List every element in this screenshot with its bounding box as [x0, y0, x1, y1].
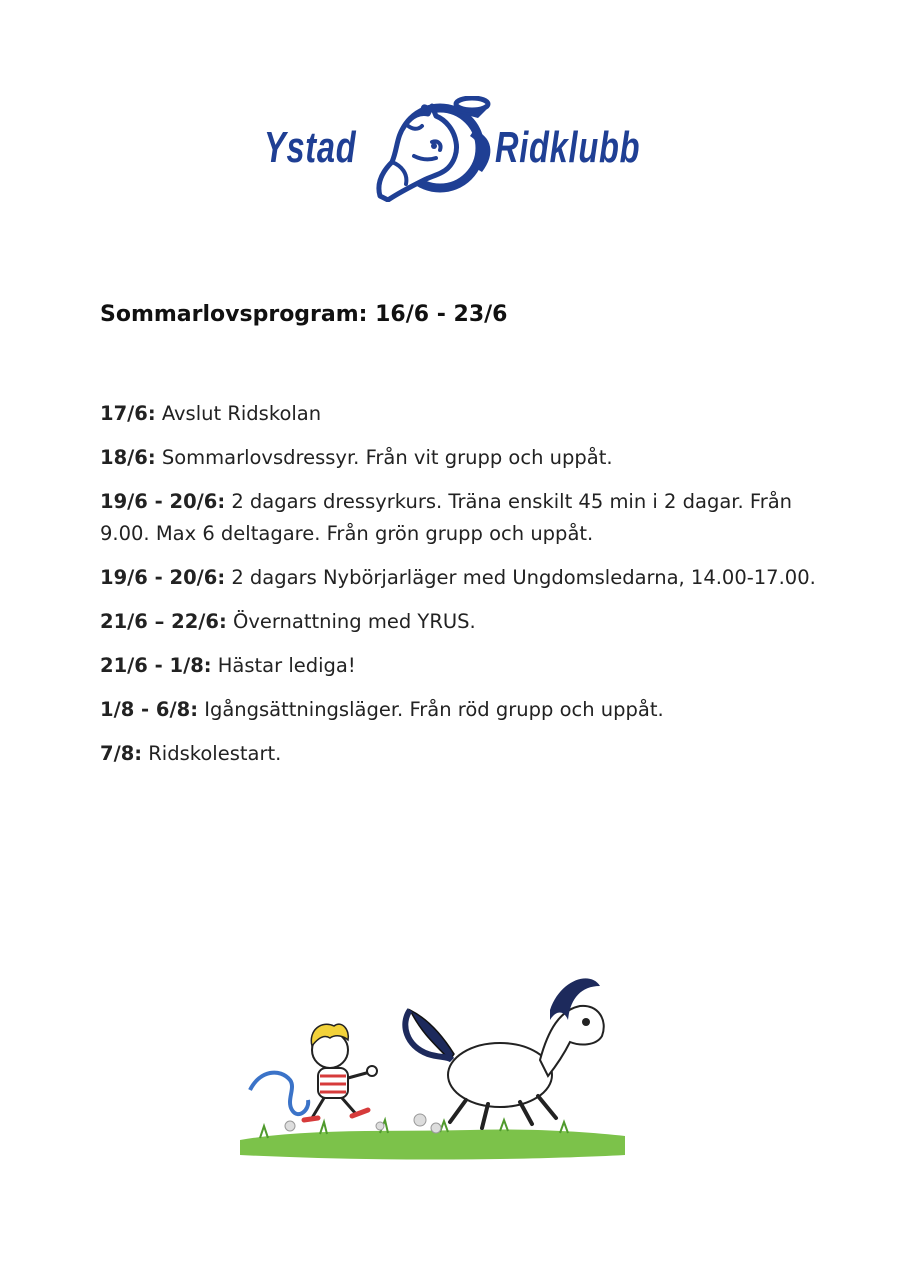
- entry-text: 2 dagars dressyrkurs. Träna enskilt 45 min i 2 dagar. Från 9.00. Max 6 deltagare. Från grön grupp och uppåt.: [100, 490, 793, 545]
- entry-text: Ridskolestart.: [142, 742, 282, 765]
- entry-date: 21/6 – 22/6:: [100, 610, 227, 633]
- entry-text: Övernattning med YRUS.: [226, 610, 476, 633]
- club-logo: [262, 96, 642, 202]
- schedule-entry: [100, 562, 820, 594]
- horse-head-emblem-icon: [362, 96, 502, 202]
- schedule-entry: [100, 738, 820, 770]
- entry-text: 2 dagars Nybörjarläger med Ungdomsledarna, 14.00-17.00.: [225, 566, 816, 589]
- entry-date: 19/6 - 20/6:: [100, 566, 226, 589]
- entry-date: 17/6:: [100, 402, 156, 425]
- entry-date: 1/8 - 6/8:: [100, 698, 198, 721]
- entry-text: Avslut Ridskolan: [155, 402, 322, 425]
- entry-date: 21/6 - 1/8:: [100, 654, 212, 677]
- schedule-entry: [100, 398, 820, 430]
- schedule-entry: [100, 606, 820, 638]
- schedule-entry: [100, 442, 820, 474]
- entry-text: Sommarlovsdressyr. Från vit grupp och uppåt.: [155, 446, 613, 469]
- child-and-pony-illustration-icon: [230, 950, 630, 1165]
- entry-date: 18/6:: [100, 446, 156, 469]
- page-title: Sommarlovsprogram: 16/6 - 23/6: [100, 302, 508, 327]
- schedule-entry: [100, 694, 820, 726]
- entry-text: Hästar lediga!: [211, 654, 356, 677]
- schedule-entry: [100, 650, 820, 682]
- schedule-list: [100, 398, 820, 782]
- logo-text-ridklubb: Ridklubb: [494, 123, 640, 172]
- entry-date: 7/8:: [100, 742, 143, 765]
- logo-text-ystad: Ystad: [264, 123, 357, 172]
- entry-date: 19/6 - 20/6:: [100, 490, 226, 513]
- schedule-entry: [100, 486, 820, 550]
- entry-text: Igångsättningsläger. Från röd grupp och uppåt.: [198, 698, 664, 721]
